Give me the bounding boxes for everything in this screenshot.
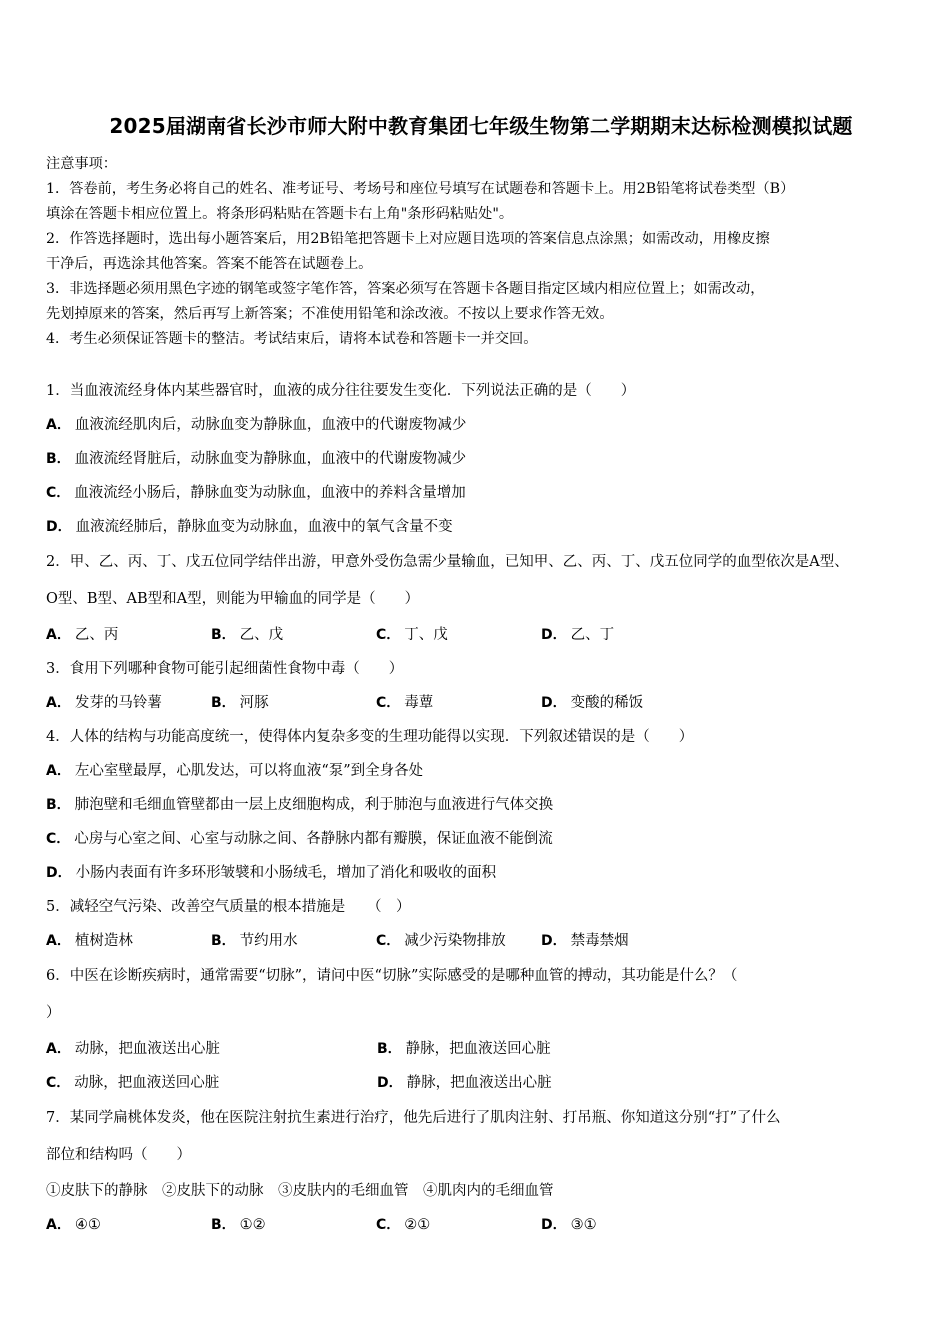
option-text: 禁毒禁烟 [570, 933, 629, 949]
option-letter: A． [46, 627, 71, 643]
question-1 [46, 374, 916, 544]
question-3 [46, 652, 916, 720]
option-b[interactable] [211, 686, 376, 720]
option-d[interactable] [46, 510, 916, 544]
option-text: 河豚 [239, 695, 269, 711]
option-c[interactable] [46, 1066, 377, 1100]
option-c[interactable] [376, 924, 541, 958]
question-4 [46, 720, 916, 890]
question-stem: 2．甲、乙、丙、丁、戊五位同学结伴出游，甲意外受伤急需少量输血，已知甲、乙、丙、丁、戊五位同学的血型依次是A型、 [46, 554, 849, 570]
option-letter: C． [376, 1217, 401, 1233]
option-letter: C． [46, 485, 71, 501]
option-c[interactable] [376, 1208, 541, 1242]
option-letter: A． [46, 763, 71, 779]
notice-section [46, 152, 916, 352]
question-stem: 6．中医在诊断疾病时，通常需要“切脉”，请问中医“切脉”实际感受的是哪种血管的搏动，其功能是什么？（ [46, 968, 738, 984]
question-list [46, 374, 916, 1242]
option-b[interactable] [211, 924, 376, 958]
option-letter: B． [46, 797, 71, 813]
option-a[interactable] [46, 618, 211, 652]
option-b[interactable] [46, 788, 916, 822]
option-letter: C． [376, 933, 401, 949]
option-letter: B． [377, 1041, 402, 1057]
option-text: 心房与心室之间、心室与动脉之间、各静脉内都有瓣膜，保证血液不能倒流 [74, 831, 553, 847]
option-text: 肺泡壁和毛细血管壁都由一层上皮细胞构成，利于肺泡与血液进行气体交换 [74, 797, 554, 813]
option-letter: A． [46, 695, 71, 711]
option-text: 静脉，把血液送出心脏 [406, 1075, 552, 1091]
option-letter: B． [211, 627, 236, 643]
option-text: 植树造林 [74, 933, 133, 949]
option-c[interactable] [46, 476, 916, 510]
option-text: 节约用水 [239, 933, 298, 949]
question-stem: 4．人体的结构与功能高度统一，使得体内复杂多变的生理功能得以实现．下列叙述错误的是（ ） [46, 729, 694, 745]
option-row [46, 1032, 916, 1066]
notice-line: 2．作答选择题时，选出每小题答案后，用2B铅笔把答题卡上对应题目选项的答案信息点涂黑；如需改动，用橡皮擦 [46, 231, 770, 247]
notice-line: 4．考生必须保证答题卡的整洁。考试结束后，请将本试卷和答题卡一并交回。 [46, 331, 538, 347]
notice-line: 干净后，再选涂其他答案。答案不能答在试题卷上。 [46, 256, 373, 272]
option-letter: B． [211, 695, 236, 711]
option-b[interactable] [46, 442, 916, 476]
option-a[interactable] [46, 1208, 211, 1242]
option-c[interactable] [376, 686, 541, 720]
option-d[interactable] [541, 1208, 597, 1242]
question-stem: 部位和结构吗（ ） [46, 1147, 191, 1163]
option-letter: D． [46, 865, 72, 881]
question-stem: 3．食用下列哪种食物可能引起细菌性食物中毒（ ） [46, 661, 404, 677]
option-a[interactable] [46, 924, 211, 958]
question-stem: 1．当血液流经身体内某些器官时，血液的成分往往要发生变化．下列说法正确的是（ ） [46, 383, 636, 399]
option-letter: A． [46, 1041, 71, 1057]
option-text: 左心室壁最厚，心肌发达，可以将血液“泵”到全身各处 [74, 763, 424, 779]
option-letter: D． [541, 1217, 567, 1233]
question-2 [46, 544, 916, 652]
option-letter: A． [46, 417, 71, 433]
option-letter: C． [376, 627, 401, 643]
option-d[interactable] [541, 924, 629, 958]
option-d[interactable] [377, 1066, 708, 1100]
option-text: ①② [239, 1217, 266, 1233]
question-6 [46, 958, 916, 1100]
option-letter: D． [541, 933, 567, 949]
option-d[interactable] [541, 686, 643, 720]
option-row [46, 1066, 916, 1100]
option-letter: A． [46, 933, 71, 949]
option-d[interactable] [46, 856, 916, 890]
option-c[interactable] [376, 618, 541, 652]
notice-line: 1．答卷前，考生务必将自己的姓名、准考证号、考场号和座位号填写在试题卷和答题卡上。用2B铅笔将试卷类型（B） [46, 181, 795, 197]
option-letter: D． [377, 1075, 403, 1091]
option-letter: D． [541, 627, 567, 643]
option-text: 血液流经小肠后，静脉血变为动脉血，血液中的养料含量增加 [74, 485, 466, 501]
question-stem: 5．减轻空气污染、改善空气质量的根本措施是 （ ） [46, 899, 411, 915]
option-text: 血液流经肌肉后，动脉血变为静脉血，血液中的代谢废物减少 [74, 417, 467, 433]
option-text: 小肠内表面有许多环形皱襞和小肠绒毛，增加了消化和吸收的面积 [75, 865, 497, 881]
option-text: ③① [570, 1217, 597, 1233]
option-b[interactable] [211, 1208, 376, 1242]
option-text: 丁、戊 [404, 627, 448, 643]
option-b[interactable] [211, 618, 376, 652]
option-text: 动脉，把血液送出心脏 [74, 1041, 220, 1057]
notice-line: 3．非选择题必须用黑色字迹的钢笔或签字笔作答，答案必须写在答题卡各题目指定区域内相应位置上；如需改动， [46, 281, 765, 297]
option-letter: C． [46, 1075, 71, 1091]
question-choices-list: ①皮肤下的静脉 ②皮肤下的动脉 ③皮肤内的毛细血管 ④肌肉内的毛细血管 [46, 1183, 554, 1199]
question-stem: 7．某同学扁桃体发炎，他在医院注射抗生素进行治疗，他先后进行了肌肉注射、打吊瓶、你知道这分别“打”了什么 [46, 1110, 781, 1126]
option-row [46, 686, 916, 720]
question-5 [46, 890, 916, 958]
option-a[interactable] [46, 408, 916, 442]
option-b[interactable] [377, 1032, 708, 1066]
option-letter: A． [46, 1217, 71, 1233]
notice-line: 先划掉原来的答案，然后再写上新答案；不准使用铅笔和涂改液。不按以上要求作答无效。 [46, 306, 614, 322]
option-text: 减少污染物排放 [404, 933, 506, 949]
option-text: ②① [404, 1217, 431, 1233]
question-7 [46, 1100, 916, 1242]
option-letter: B． [211, 933, 236, 949]
question-stem: ） [46, 1005, 61, 1021]
option-text: 乙、戊 [239, 627, 284, 643]
option-text: ④① [74, 1217, 101, 1233]
option-d[interactable] [541, 618, 614, 652]
option-row [46, 924, 916, 958]
option-c[interactable] [46, 822, 916, 856]
option-a[interactable] [46, 686, 211, 720]
option-text: 静脉，把血液送回心脏 [405, 1041, 551, 1057]
option-text: 血液流经肾脏后，动脉血变为静脉血，血液中的代谢废物减少 [74, 451, 467, 467]
option-letter: B． [211, 1217, 236, 1233]
option-letter: D． [46, 519, 72, 535]
option-text: 血液流经肺后，静脉血变为动脉血，血液中的氧气含量不变 [75, 519, 453, 535]
option-a[interactable] [46, 1032, 377, 1066]
option-text: 乙、丙 [74, 627, 119, 643]
option-row [46, 618, 916, 652]
exam-page [46, 108, 916, 1242]
option-text: 乙、丁 [570, 627, 615, 643]
option-text: 动脉，把血液送回心脏 [74, 1075, 220, 1091]
option-text: 变酸的稀饭 [570, 695, 644, 711]
exam-title: 2025届湖南省长沙市师大附中教育集团七年级生物第二学期期末达标检测模拟试题 [109, 114, 853, 138]
option-a[interactable] [46, 754, 916, 788]
option-letter: C． [46, 831, 71, 847]
option-letter: C． [376, 695, 401, 711]
option-text: 毒蕈 [404, 695, 434, 711]
notice-heading: 注意事项： [46, 156, 117, 172]
option-letter: D． [541, 695, 567, 711]
option-text: 发芽的马铃薯 [74, 695, 162, 711]
notice-line: 填涂在答题卡相应位置上。将条形码粘贴在答题卡右上角"条形码粘贴处"。 [46, 206, 514, 222]
question-stem: O型、B型、AB型和A型，则能为甲输血的同学是（ ） [46, 591, 420, 607]
option-row [46, 1208, 916, 1242]
option-letter: B． [46, 451, 71, 467]
